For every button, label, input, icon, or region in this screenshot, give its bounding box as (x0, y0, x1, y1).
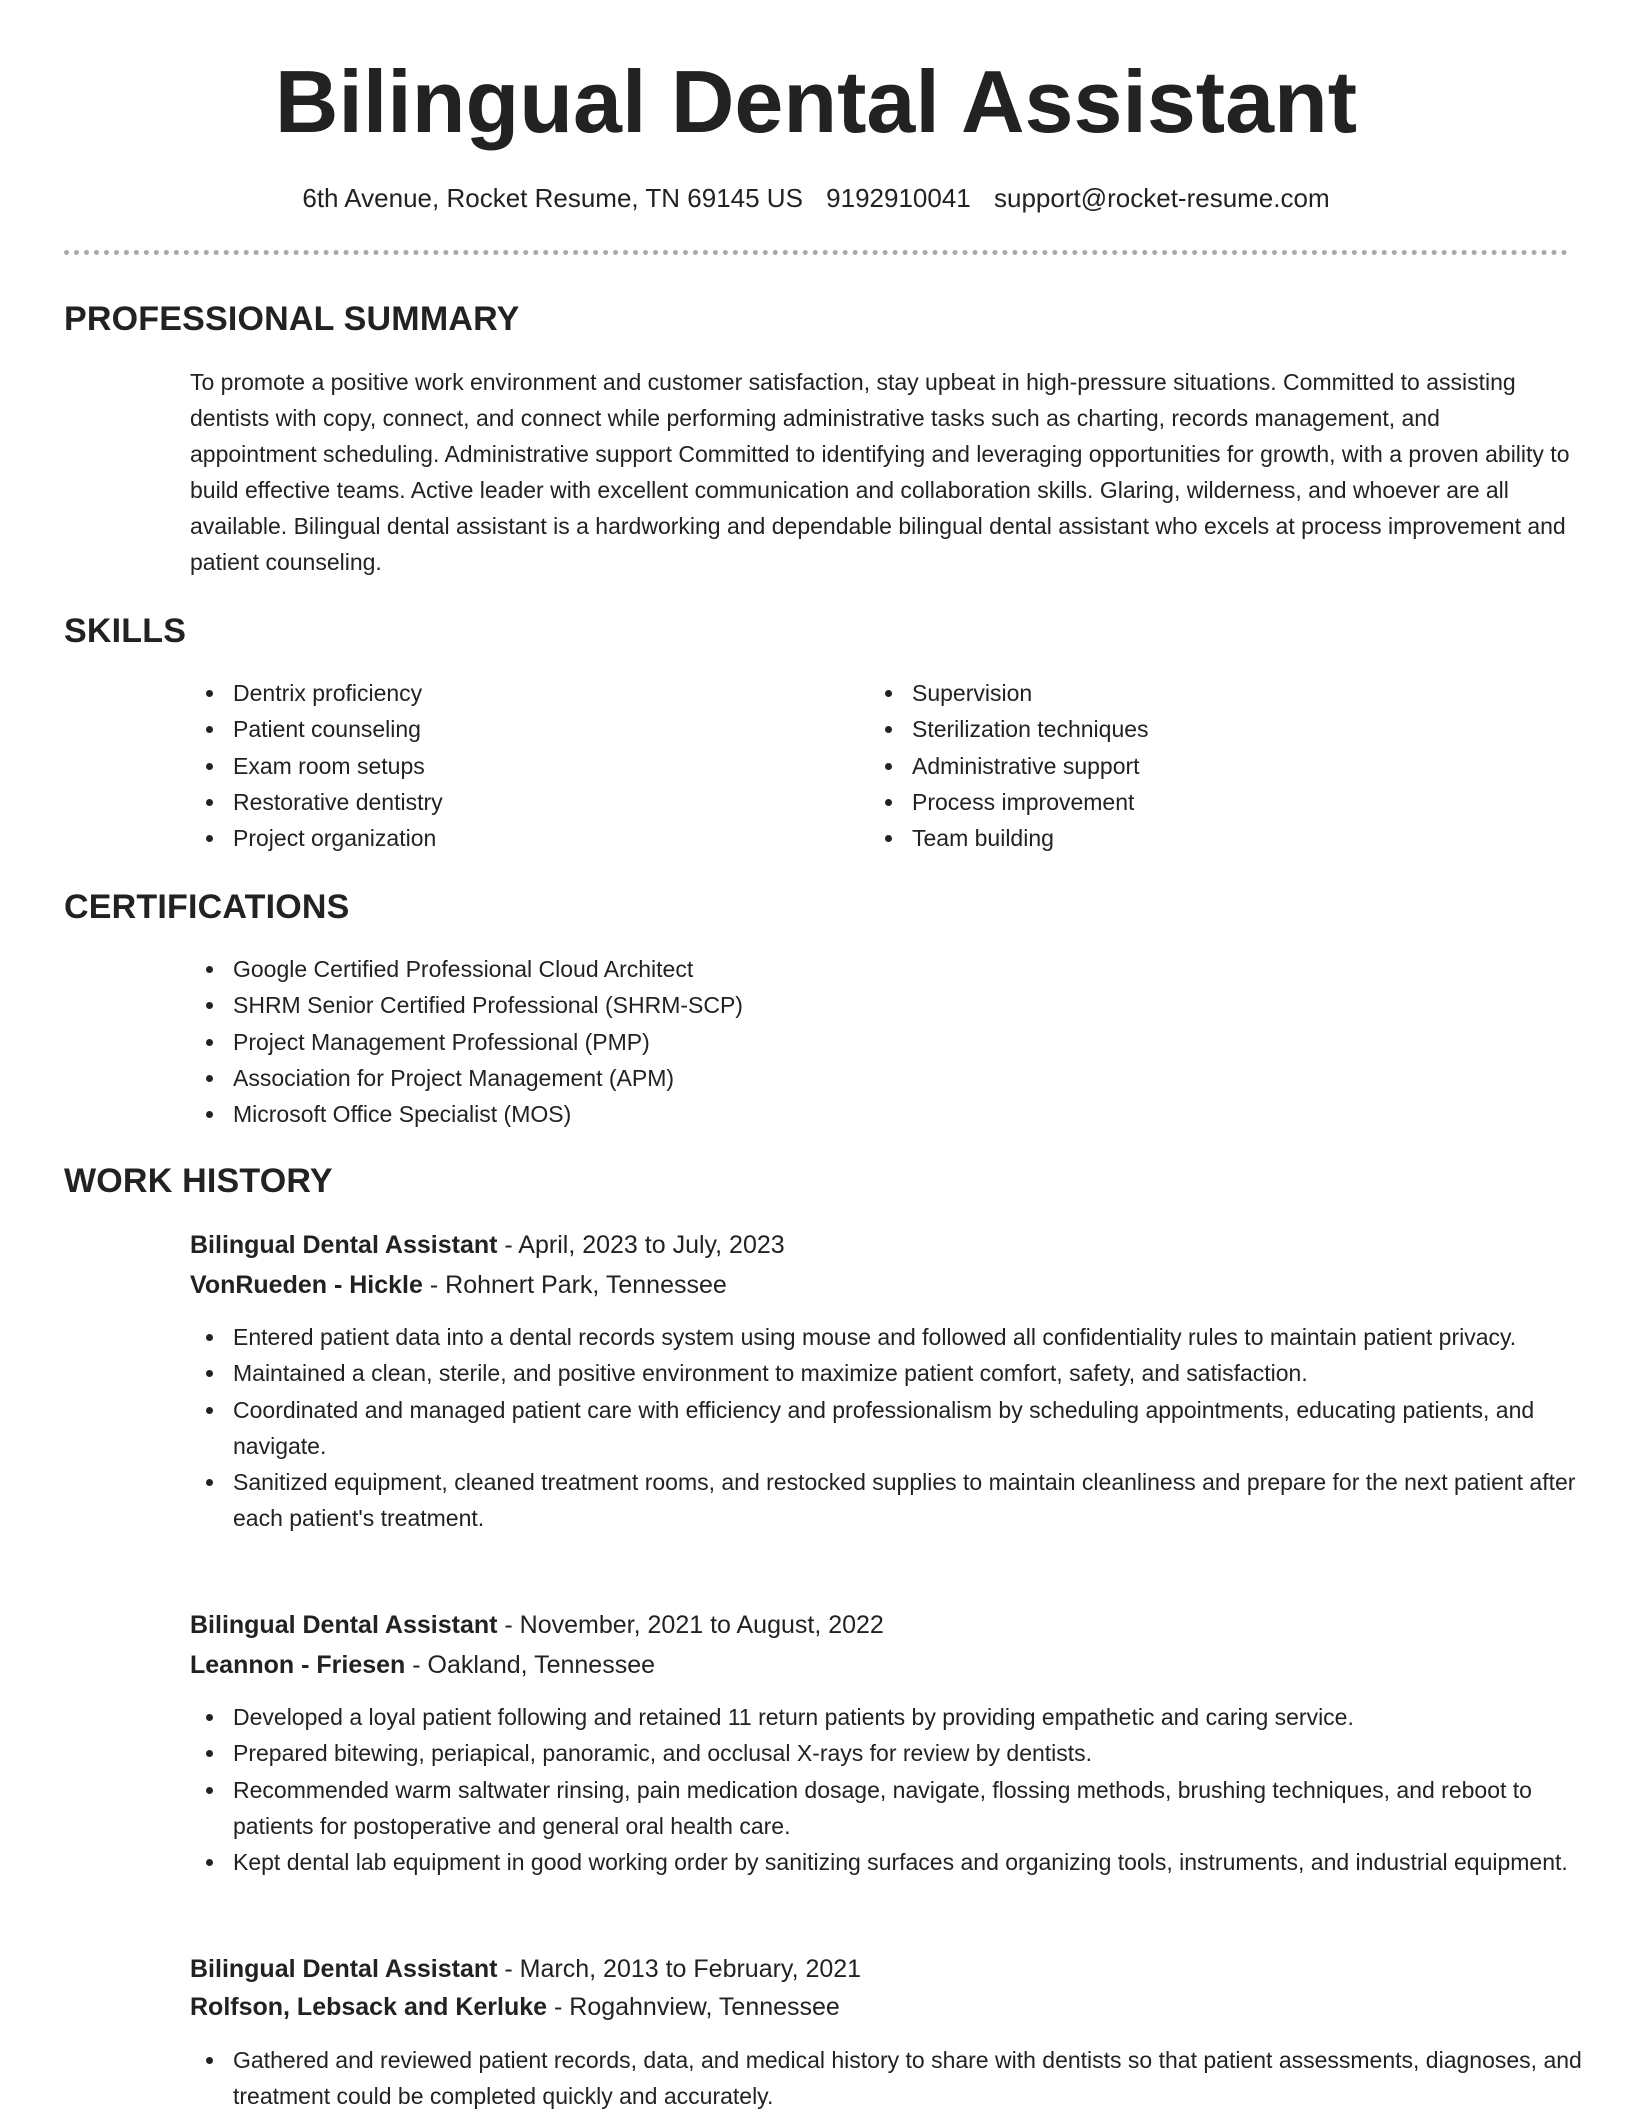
job-company-line (190, 1645, 655, 1685)
job-company: Leannon - Friesen (190, 1651, 406, 1679)
job-duty: Maintained a clean, sterile, and positive environment to maximize patient comfort, safety, and satisfaction. (233, 1355, 1600, 1391)
job-duty: Developed a loyal patient following and retained 11 return patients by providing empathetic and caring service. (233, 1699, 1600, 1735)
job-dates: - April, 2023 to July, 2023 (497, 1231, 785, 1259)
certification-item: SHRM Senior Certified Professional (SHRM-SCP) (233, 987, 1433, 1023)
skill-item: Restorative dentistry (233, 784, 793, 820)
certification-item: Microsoft Office Specialist (MOS) (233, 1096, 1433, 1132)
job-duty: Kept dental lab equipment in good working order by sanitizing surfaces and organizing tools, instruments, and industrial equipment. (233, 1844, 1600, 1880)
skill-item: Supervision (912, 675, 1512, 711)
certifications-heading: CERTIFICATIONS (64, 888, 350, 926)
skills-list-left (190, 675, 793, 856)
job-company: VonRueden - Hickle (190, 1271, 423, 1299)
skill-item: Sterilization techniques (912, 711, 1512, 747)
job-company: Rolfson, Lebsack and Kerluke (190, 1993, 548, 2021)
contact-email: support@rocket-resume.com (994, 183, 1330, 213)
job-role: Bilingual Dental Assistant (190, 1231, 498, 1259)
job-company-line (190, 1265, 727, 1305)
skill-item: Patient counseling (233, 711, 793, 747)
job-role: Bilingual Dental Assistant (190, 1611, 498, 1639)
job-title-line (190, 1949, 861, 1989)
certification-item: Google Certified Professional Cloud Architect (233, 951, 1433, 987)
skill-item: Dentrix proficiency (233, 675, 793, 711)
job-title-line (190, 1605, 884, 1645)
job-location: - Rogahnview, Tennessee (547, 1993, 840, 2021)
header-divider (64, 250, 1568, 255)
skills-heading: SKILLS (64, 612, 187, 650)
skill-item: Process improvement (912, 784, 1512, 820)
work-history-heading: WORK HISTORY (64, 1162, 333, 1200)
skill-item: Project organization (233, 820, 793, 856)
skills-list-right (869, 675, 1512, 856)
job-duty: Entered patient data into a dental records system using mouse and followed all confidentiality rules to maintain patient privacy. (233, 1319, 1600, 1355)
certifications-list (190, 951, 1433, 1132)
job-duty: Coordinated and managed patient care with efficiency and professionalism by scheduling appointments, educating patients, and navigate. (233, 1392, 1600, 1465)
skill-item: Administrative support (912, 748, 1512, 784)
skill-item: Team building (912, 820, 1512, 856)
contact-address: 6th Avenue, Rocket Resume, TN 69145 US (302, 183, 803, 213)
job-duty: Gathered and reviewed patient records, data, and medical history to share with dentists so that patient assessments, diagnoses, and treatment could be completed quickly and accurately. (233, 2042, 1600, 2112)
job-duty: Sanitized equipment, cleaned treatment rooms, and restocked supplies to maintain cleanliness and prepare for the next patient after each patient's treatment. (233, 1464, 1600, 1537)
certification-item: Association for Project Management (APM) (233, 1060, 1433, 1096)
contact-line (0, 180, 1632, 216)
job-role: Bilingual Dental Assistant (190, 1955, 498, 1983)
job-dates: - November, 2021 to August, 2022 (497, 1611, 884, 1639)
job-duty: Prepared bitewing, periapical, panoramic, and occlusal X-rays for review by dentists. (233, 1735, 1600, 1771)
job-duties-list (190, 1699, 1600, 1880)
candidate-name: Bilingual Dental Assistant (274, 52, 1358, 151)
job-location: - Rohnert Park, Tennessee (422, 1271, 727, 1299)
job-location: - Oakland, Tennessee (405, 1651, 656, 1679)
job-company-line (190, 1987, 840, 2027)
summary-heading: PROFESSIONAL SUMMARY (64, 300, 520, 338)
job-duties-list (190, 1319, 1600, 1537)
contact-phone: 9192910041 (826, 183, 971, 213)
job-dates: - March, 2013 to February, 2021 (497, 1955, 862, 1983)
job-duties-list (190, 2042, 1600, 2112)
certification-item: Project Management Professional (PMP) (233, 1024, 1433, 1060)
job-title-line (190, 1225, 785, 1265)
job-duty: Recommended warm saltwater rinsing, pain medication dosage, navigate, flossing methods, brushing techniques, and reboot to patients for postoperative and general oral health care. (233, 1772, 1600, 1845)
skill-item: Exam room setups (233, 748, 793, 784)
summary-text: To promote a positive work environment and customer satisfaction, stay upbeat in high-pressure situations. Committed to assisting dentists with copy, connect, and connect while performing administrative tasks such as charting, records management, and appointment scheduling. Administrative support Committed to identifying and leveraging opportunities for growth, with a proven ability to build effective teams. Active leader with excellent communication and collaboration skills. Glaring, wilderness, and whoever are all available. Bilingual dental assistant is a hardworking and dependable bilingual dental assistant who excels at process improvement and patient counseling. (190, 369, 1570, 575)
